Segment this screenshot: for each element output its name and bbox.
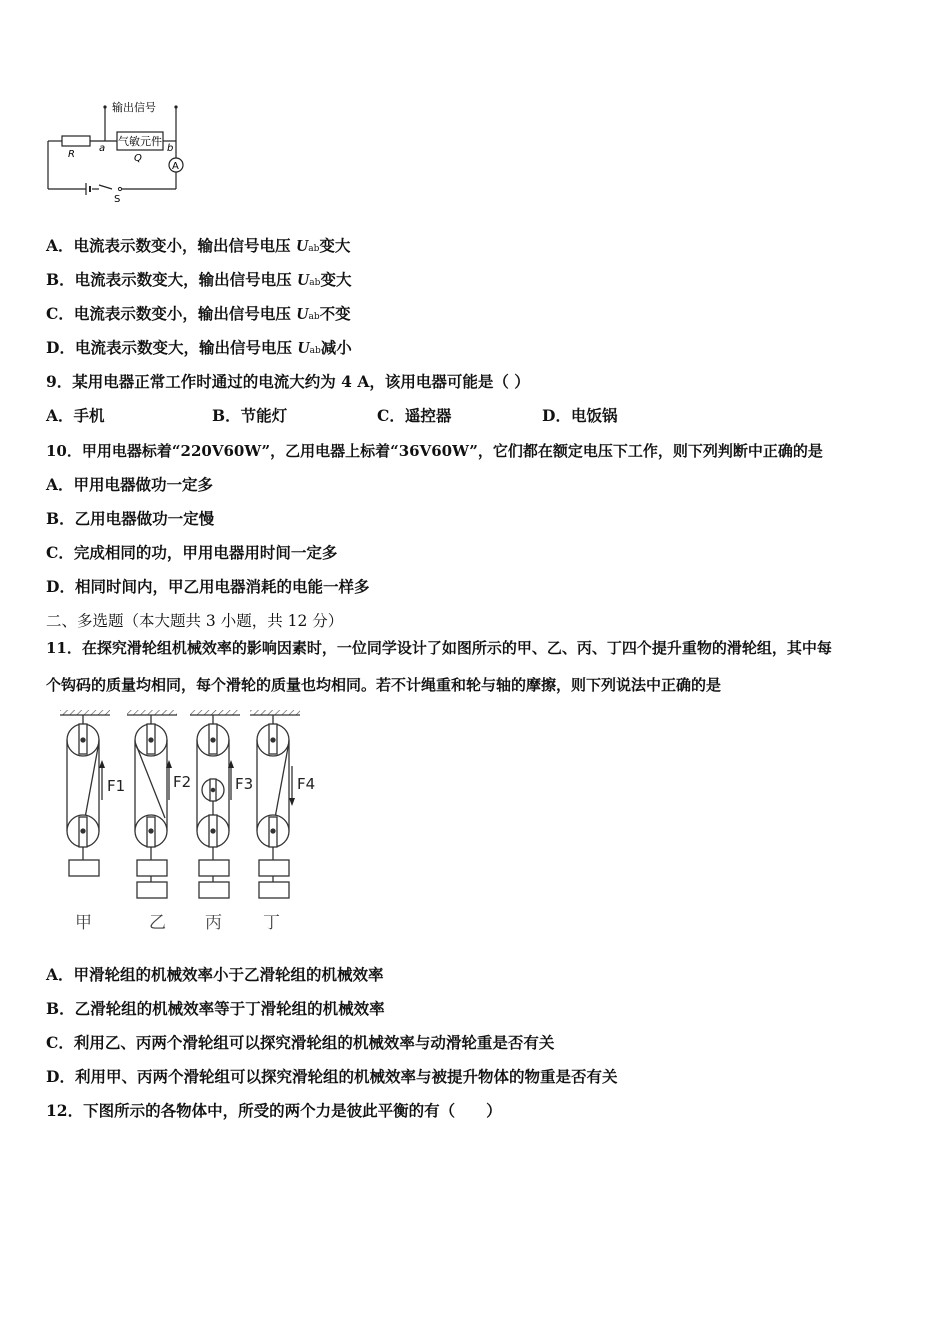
point-a-label: a: [99, 143, 106, 154]
weight-yi-1: [137, 860, 167, 876]
q11-stem-line1: 11．在探究滑轮组机械效率的影响因素时，一位同学设计了如图所示的甲、乙、丙、丁四个提升重物的滑轮组，其中每: [46, 639, 832, 657]
output-signal-label: 输出信号: [112, 101, 156, 114]
q11-option-d[interactable]: D．利用甲、丙两个滑轮组可以探究滑轮组的机械效率与被提升物体的物重是否有关: [46, 1067, 618, 1086]
q9-option-d[interactable]: D．电饭锅: [542, 406, 618, 425]
point-b-label: b: [167, 143, 174, 154]
label-bing: 丙: [205, 913, 222, 933]
q8-option-b[interactable]: B．电流表示数变大，输出信号电压 Uab变大: [46, 270, 352, 289]
q11-stem-line2: 个钩码的质量均相同，每个滑轮的质量也均相同。若不计绳重和轮与轴的摩擦，则下列说法中正确的是: [46, 676, 722, 694]
q11-option-c[interactable]: C．利用乙、丙两个滑轮组可以探究滑轮组的机械效率与动滑轮重是否有关: [46, 1033, 555, 1052]
force-f3: F3: [235, 775, 254, 793]
switch-label: S: [114, 194, 121, 205]
q10-option-c[interactable]: C．完成相同的功，甲用电器用时间一定多: [46, 543, 338, 562]
q10-option-a[interactable]: A．甲用电器做功一定多: [46, 475, 214, 494]
q10-option-b[interactable]: B．乙用电器做功一定慢: [46, 509, 215, 528]
ammeter-label: A: [172, 161, 179, 172]
q9-stem: 9．某用电器正常工作时通过的电流大约为 4 A，该用电器可能是（ ）: [46, 372, 530, 391]
q11-option-a[interactable]: A．甲滑轮组的机械效率小于乙滑轮组的机械效率: [46, 965, 384, 984]
q8-option-c[interactable]: C．电流表示数变小，输出信号电压 Uab不变: [46, 304, 351, 323]
resistor-r: [62, 136, 90, 146]
force-f1: F1: [107, 777, 126, 795]
weight-yi-2: [137, 882, 167, 898]
weight-bing-1: [199, 860, 229, 876]
q9-option-a[interactable]: A．手机: [46, 406, 105, 425]
q10-stem: 10．甲用电器标着“220V60W”，乙用电器上标着“36V60W”，它们都在额定电压下工作，则下列判断中正确的是: [46, 442, 823, 460]
resistor-label: R: [68, 149, 75, 160]
weight-jia: [69, 860, 99, 876]
circuit-diagram: [40, 96, 200, 208]
q11-option-b[interactable]: B．乙滑轮组的机械效率等于丁滑轮组的机械效率: [46, 999, 385, 1018]
q8-option-d[interactable]: D．电流表示数变大，输出信号电压 Uab减小: [46, 338, 352, 357]
label-yi: 乙: [149, 913, 166, 933]
label-ding: 丁: [263, 913, 280, 933]
label-jia: 甲: [75, 913, 92, 933]
q9-option-b[interactable]: B．节能灯: [212, 406, 288, 425]
section-heading: 二、多选题（本大题共 3 小题，共 12 分）: [46, 612, 344, 630]
q12-stem: 12．下图所示的各物体中，所受的两个力是彼此平衡的有（ ）: [46, 1101, 502, 1120]
weight-bing-2: [199, 882, 229, 898]
q10-option-d[interactable]: D．相同时间内，甲乙用电器消耗的电能一样多: [46, 577, 370, 596]
weight-ding-1: [259, 860, 289, 876]
gas-element-label: 气敏元件: [118, 135, 162, 148]
force-f4: F4: [297, 775, 316, 793]
q9-option-c[interactable]: C．遥控器: [377, 406, 452, 425]
weight-ding-2: [259, 882, 289, 898]
q-label: Q: [134, 153, 142, 164]
force-f2: F2: [173, 773, 192, 791]
q8-option-a[interactable]: A．电流表示数变小，输出信号电压 Uab变大: [46, 236, 351, 255]
pulley-diagram: [55, 708, 330, 940]
